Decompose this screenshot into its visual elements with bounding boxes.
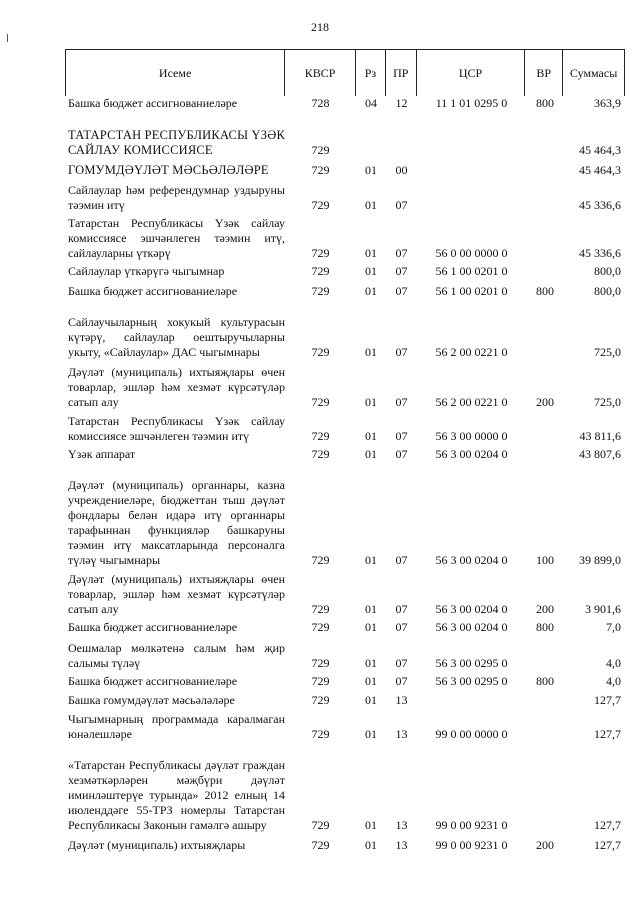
row-vr: 800 bbox=[536, 96, 554, 110]
row-name: ТАТАРСТАН РЕСПУБЛИКАСЫ ҮЗӘК САЙЛАУ КОМИССИЯСЕ bbox=[68, 128, 285, 157]
row-name: Сайлаучыларның хокукый культурасын күтәрү, сайлаулар оештыручыларны укыту, «Сайлаулар» ДАС чыгымнары bbox=[68, 315, 285, 359]
row-rz: 01 bbox=[365, 674, 377, 688]
row-pr: 07 bbox=[395, 246, 408, 260]
table-row bbox=[65, 635, 625, 671]
row-sum: 127,7 bbox=[594, 727, 621, 741]
row-csr: 11 1 01 0295 0 bbox=[435, 96, 508, 110]
row-csr: 99 0 00 9231 0 bbox=[435, 818, 508, 832]
row-rz: 01 bbox=[365, 656, 377, 670]
row-vr: 200 bbox=[536, 838, 554, 852]
header-kvsr: КВСР bbox=[285, 50, 356, 96]
row-name: Татарстан Республикасы Үзәк сайлау комиссиясе эшчәнлеген тәэмин итү, сайлауларны үткәрү bbox=[68, 216, 285, 260]
row-kvsr: 729 bbox=[311, 818, 330, 832]
row-name: Дәүләт (муниципаль) ихтыяҗлары өчен товарлар, эшләр һәм хезмәт күрсәтүләр сатып алу bbox=[68, 572, 285, 616]
table-row bbox=[65, 568, 625, 617]
row-name: ГОМУМДӘҮЛӘТ МӘСЬӘЛӘЛӘРЕ bbox=[68, 163, 269, 177]
row-sum: 4,0 bbox=[606, 656, 621, 670]
row-kvsr: 729 bbox=[311, 198, 330, 212]
row-sum: 127,7 bbox=[594, 818, 621, 832]
row-pr: 07 bbox=[395, 553, 408, 567]
row-csr: 56 2 00 0221 0 bbox=[435, 345, 508, 359]
row-pr: 07 bbox=[395, 345, 408, 359]
table-body bbox=[65, 96, 625, 853]
row-vr: 200 bbox=[536, 395, 554, 409]
table-row bbox=[65, 213, 625, 261]
row-kvsr: 729 bbox=[311, 143, 330, 157]
row-csr: 56 3 00 0295 0 bbox=[435, 674, 508, 688]
row-vr: 800 bbox=[536, 674, 554, 688]
page-number: 218 bbox=[311, 20, 329, 34]
row-name: «Татарстан Республикасы дәүләт граждан хезмәткәрләрен мәҗбүри дәүләт иминләштерүе турында» 2012 елның 14 июленддәге 55-ТРЗ номерлы Татарстан Республикасы Законын гамәлгә ашыру bbox=[68, 758, 285, 832]
row-vr: 800 bbox=[536, 284, 554, 298]
row-kvsr: 729 bbox=[311, 620, 330, 634]
row-pr: 07 bbox=[395, 602, 408, 616]
row-name: Дәүләт (муниципаль) ихтыяҗлары bbox=[68, 838, 246, 852]
row-kvsr: 729 bbox=[311, 447, 330, 461]
row-kvsr: 729 bbox=[311, 553, 330, 567]
table-row bbox=[65, 96, 625, 111]
row-name: Үзәк аппарат bbox=[68, 447, 136, 461]
row-name: Башка бюджет ассигнованиеләре bbox=[68, 620, 238, 634]
row-pr: 07 bbox=[395, 198, 408, 212]
row-csr: 56 3 00 0204 0 bbox=[435, 447, 508, 461]
row-pr: 07 bbox=[395, 264, 408, 278]
row-rz: 01 bbox=[365, 447, 377, 461]
header-pr: ПР bbox=[386, 50, 417, 96]
table-row bbox=[65, 360, 625, 410]
row-rz: 01 bbox=[365, 246, 377, 260]
row-pr: 07 bbox=[395, 395, 408, 409]
row-sum: 45 336,6 bbox=[579, 198, 621, 212]
row-kvsr: 729 bbox=[311, 246, 330, 260]
table-row bbox=[65, 742, 625, 833]
row-kvsr: 729 bbox=[311, 395, 330, 409]
row-csr: 56 0 00 0000 0 bbox=[435, 246, 508, 260]
row-csr: 56 3 00 0204 0 bbox=[435, 602, 508, 616]
header-csr: ЦСР bbox=[417, 50, 526, 96]
margin-mark bbox=[7, 34, 8, 42]
row-sum: 725,0 bbox=[594, 395, 621, 409]
row-kvsr: 729 bbox=[311, 838, 330, 852]
header-sum: Суммасы bbox=[569, 65, 618, 80]
table-row bbox=[65, 708, 625, 742]
table-row bbox=[65, 671, 625, 689]
row-rz: 01 bbox=[365, 429, 377, 443]
row-vr: 200 bbox=[536, 602, 554, 616]
row-rz: 01 bbox=[365, 620, 377, 634]
row-kvsr: 729 bbox=[311, 284, 330, 298]
row-rz: 01 bbox=[365, 163, 377, 177]
row-pr: 07 bbox=[395, 674, 408, 688]
row-sum: 3 901,6 bbox=[585, 602, 621, 616]
header-vr: ВР bbox=[525, 50, 563, 96]
row-rz: 01 bbox=[365, 198, 377, 212]
table-row bbox=[65, 689, 625, 708]
row-sum: 43 807,6 bbox=[579, 447, 621, 461]
row-sum: 800,0 bbox=[594, 264, 621, 278]
row-pr: 13 bbox=[395, 727, 408, 741]
row-csr: 56 1 00 0201 0 bbox=[435, 284, 508, 298]
row-csr: 56 3 00 0204 0 bbox=[435, 553, 508, 567]
table-row bbox=[65, 462, 625, 568]
row-csr: 99 0 00 9231 0 bbox=[435, 838, 508, 852]
row-vr: 800 bbox=[536, 620, 554, 634]
row-rz: 01 bbox=[365, 602, 377, 616]
row-rz: 01 bbox=[365, 727, 377, 741]
row-pr: 07 bbox=[395, 447, 408, 461]
table-row bbox=[65, 410, 625, 444]
row-rz: 01 bbox=[365, 264, 377, 278]
row-rz: 01 bbox=[365, 553, 377, 567]
row-kvsr: 729 bbox=[311, 727, 330, 741]
row-kvsr: 729 bbox=[311, 345, 330, 359]
row-sum: 4,0 bbox=[606, 674, 621, 688]
row-kvsr: 729 bbox=[311, 674, 330, 688]
row-pr: 07 bbox=[395, 620, 408, 634]
row-rz: 01 bbox=[365, 345, 377, 359]
row-pr: 13 bbox=[395, 693, 408, 707]
row-kvsr: 729 bbox=[311, 429, 330, 443]
table-row bbox=[65, 833, 625, 853]
row-csr: 56 2 00 0221 0 bbox=[435, 395, 508, 409]
table-header bbox=[65, 49, 625, 96]
row-sum: 127,7 bbox=[594, 838, 621, 852]
row-sum: 7,0 bbox=[606, 620, 621, 634]
row-csr: 56 1 00 0201 0 bbox=[435, 264, 508, 278]
row-name: Сайлаулар һәм референдумнар уздыруны тәэмин итү bbox=[68, 183, 285, 212]
table-row bbox=[65, 178, 625, 213]
row-rz: 01 bbox=[365, 693, 377, 707]
table-row bbox=[65, 261, 625, 279]
table-row bbox=[65, 299, 625, 360]
header-name: Исеме bbox=[66, 50, 285, 96]
table-row bbox=[65, 279, 625, 299]
row-rz: 01 bbox=[365, 818, 377, 832]
row-name: Оешмалар мөлкәтенә салым һәм җир салымы түләү bbox=[68, 641, 285, 670]
row-sum: 45 336,6 bbox=[579, 246, 621, 260]
row-name: Дәүләт (муниципаль) органнары, казна учреждениеләре, бюджеттан тыш дәүләт фондлары белән идарә итү органнары тарафыннан функцияләр башкаруны тәэмин итү максатларында персоналга түләү чыгымнары bbox=[68, 478, 285, 567]
table-row bbox=[65, 617, 625, 635]
row-kvsr: 729 bbox=[311, 693, 330, 707]
row-name: Башка бюджет ассигнованиеләре bbox=[68, 96, 238, 110]
row-rz: 01 bbox=[365, 395, 377, 409]
row-csr: 56 3 00 0295 0 bbox=[435, 656, 508, 670]
row-sum: 45 464,3 bbox=[579, 143, 621, 157]
row-sum: 39 899,0 bbox=[579, 553, 621, 567]
row-kvsr: 728 bbox=[311, 96, 330, 110]
row-sum: 363,9 bbox=[594, 96, 621, 110]
row-sum: 725,0 bbox=[594, 345, 621, 359]
row-rz: 04 bbox=[365, 96, 377, 110]
row-name: Чыгымнарның программада каралмаган юнәлешләре bbox=[68, 712, 285, 741]
row-pr: 12 bbox=[395, 96, 408, 110]
row-pr: 13 bbox=[395, 818, 408, 832]
row-kvsr: 729 bbox=[311, 602, 330, 616]
row-pr: 07 bbox=[395, 284, 408, 298]
row-name: Башка гомумдәүләт мәсьәләләре bbox=[68, 693, 235, 707]
row-sum: 45 464,3 bbox=[579, 163, 621, 177]
row-pr: 00 bbox=[395, 163, 408, 177]
row-rz: 01 bbox=[365, 284, 377, 298]
row-kvsr: 729 bbox=[311, 264, 330, 278]
row-kvsr: 729 bbox=[311, 163, 330, 177]
row-csr: 56 3 00 0204 0 bbox=[435, 620, 508, 634]
row-sum: 800,0 bbox=[594, 284, 621, 298]
row-rz: 01 bbox=[365, 838, 377, 852]
table-row bbox=[65, 111, 625, 158]
row-pr: 13 bbox=[395, 838, 408, 852]
row-pr: 07 bbox=[395, 656, 408, 670]
table-row bbox=[65, 444, 625, 462]
row-name: Башка бюджет ассигнованиеләре bbox=[68, 674, 238, 688]
table-row bbox=[65, 158, 625, 178]
row-name: Дәүләт (муниципаль) ихтыяҗлары өчен товарлар, эшләр һәм хезмәт күрсәтүләр сатып алу bbox=[68, 365, 285, 409]
header-rz: Рз bbox=[356, 50, 386, 96]
row-csr: 99 0 00 0000 0 bbox=[435, 727, 508, 741]
row-name: Башка бюджет ассигнованиеләре bbox=[68, 284, 238, 298]
row-pr: 07 bbox=[395, 429, 408, 443]
row-name: Татарстан Республикасы Үзәк сайлау комиссиясе эшчәнлеген тәэмин итү bbox=[68, 414, 285, 443]
row-sum: 43 811,6 bbox=[579, 429, 621, 443]
row-csr: 56 3 00 0000 0 bbox=[435, 429, 508, 443]
row-vr: 100 bbox=[536, 553, 554, 567]
row-name: Сайлаулар үткәрүгә чыгымнар bbox=[68, 264, 225, 278]
row-sum: 127,7 bbox=[594, 693, 621, 707]
row-kvsr: 729 bbox=[311, 656, 330, 670]
